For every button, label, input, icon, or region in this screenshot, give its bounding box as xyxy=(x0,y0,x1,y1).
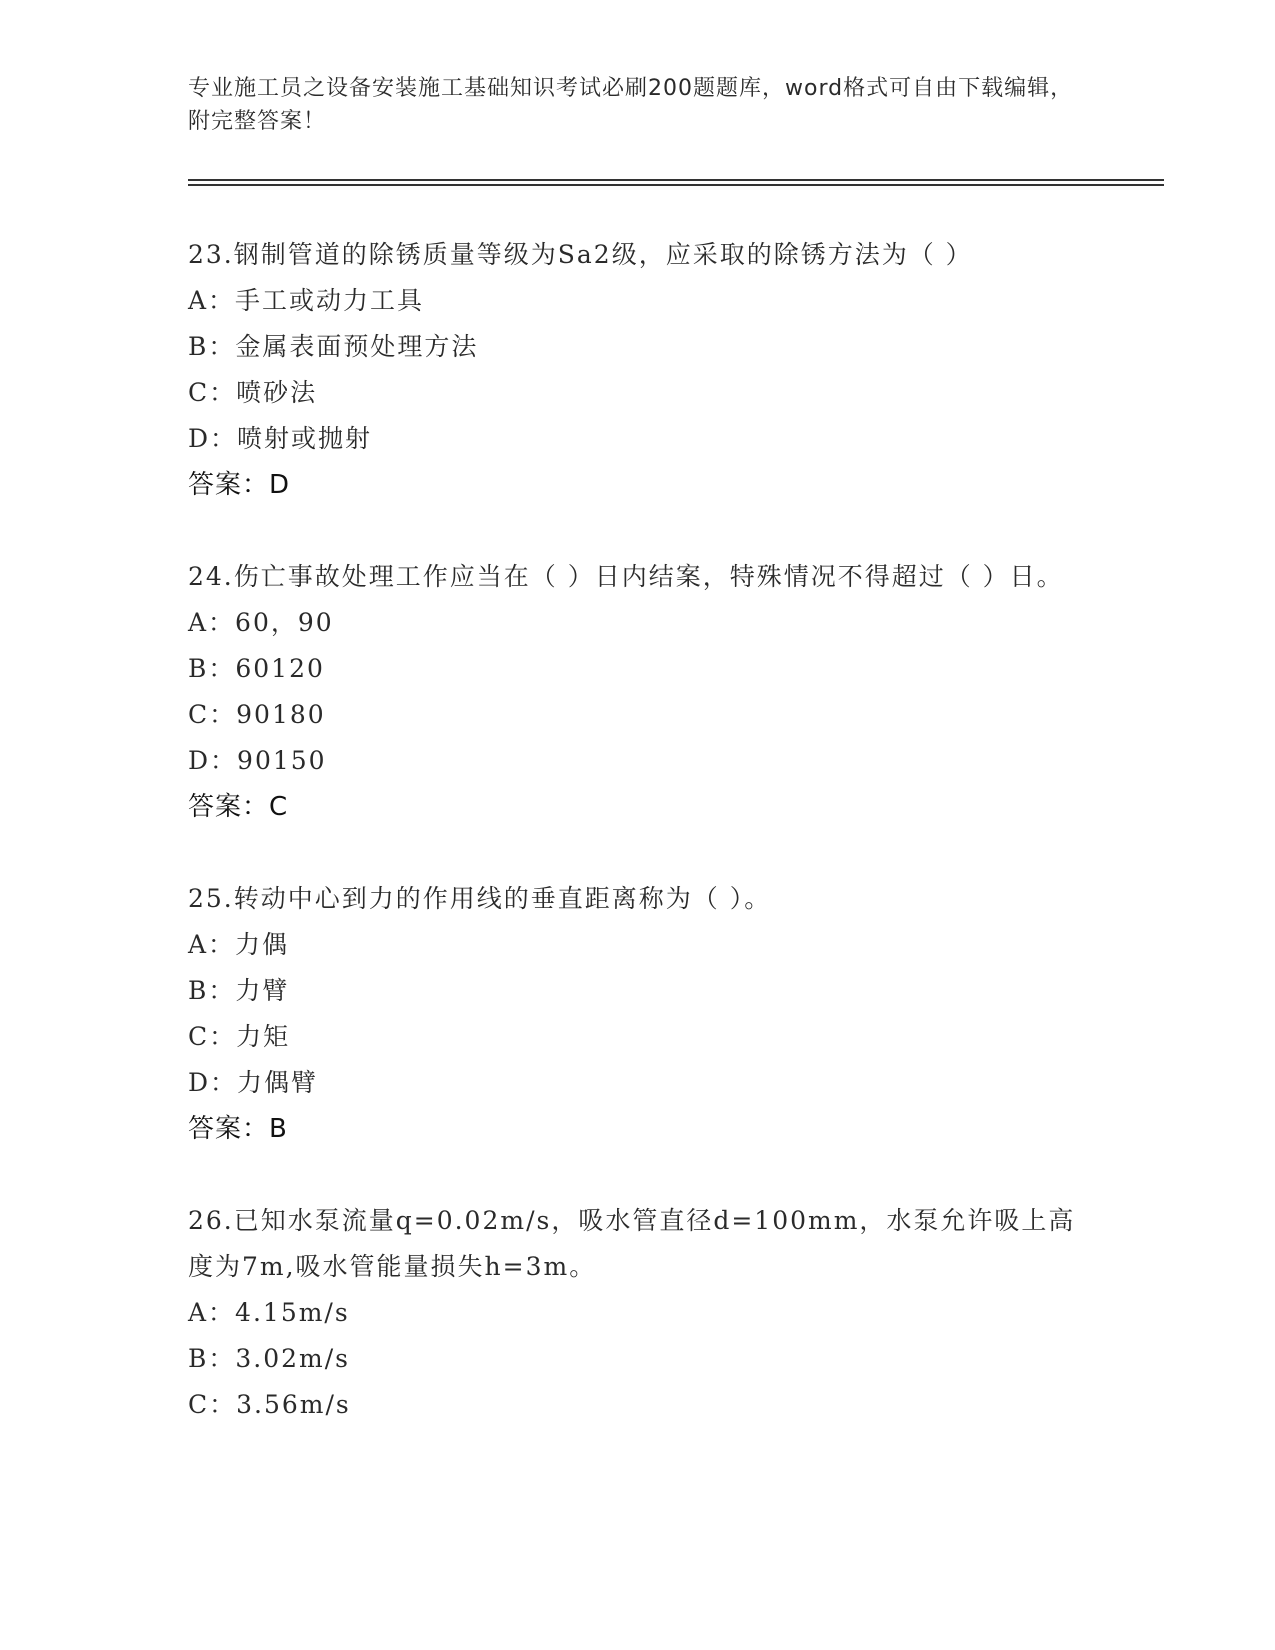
document-header: 专业施工员之设备安装施工基础知识考试必刷200题题库，word格式可自由下载编辑，附完整答案！ xyxy=(188,76,1074,134)
header-divider-bottom xyxy=(188,184,1164,186)
question-stem: 25.转动中心到力的作用线的垂直距离称为（ ）。 xyxy=(188,884,772,913)
option-b: B：3.02m/s xyxy=(188,1344,350,1373)
question-23 xyxy=(188,232,1088,508)
question-stem: 24.伤亡事故处理工作应当在（ ）日内结案，特殊情况不得超过（ ）日。 xyxy=(188,562,1064,591)
option-c: C：90180 xyxy=(188,700,326,729)
option-c: C：3.56m/s xyxy=(188,1390,351,1419)
answer: 答案：B xyxy=(188,1114,288,1144)
question-25 xyxy=(188,876,1088,1152)
option-c: C：喷砂法 xyxy=(188,378,318,407)
question-stem: 23.钢制管道的除锈质量等级为Sa2级，应采取的除锈方法为（ ） xyxy=(188,240,973,269)
answer: 答案：D xyxy=(188,470,291,500)
question-list xyxy=(188,232,1088,1474)
option-a: A：手工或动力工具 xyxy=(188,286,425,315)
option-b: B：力臂 xyxy=(188,976,290,1005)
option-b: B：60120 xyxy=(188,654,325,683)
option-d: D：力偶臂 xyxy=(188,1068,319,1097)
header-divider-top xyxy=(188,179,1164,181)
option-c: C：力矩 xyxy=(188,1022,291,1051)
option-a: A：力偶 xyxy=(188,930,290,959)
option-a: A：4.15m/s xyxy=(188,1298,350,1327)
option-d: D：喷射或抛射 xyxy=(188,424,373,453)
option-b: B：金属表面预处理方法 xyxy=(188,332,479,361)
question-24 xyxy=(188,554,1088,830)
question-stem: 26.已知水泵流量q=0.02m/s，吸水管直径d=100mm，水泵允许吸上高度为7m,吸水管能量损失h=3m。 xyxy=(188,1206,1076,1281)
answer: 答案：C xyxy=(188,792,289,822)
option-a: A：60，90 xyxy=(188,608,334,637)
question-26 xyxy=(188,1198,1088,1428)
option-d: D：90150 xyxy=(188,746,327,775)
